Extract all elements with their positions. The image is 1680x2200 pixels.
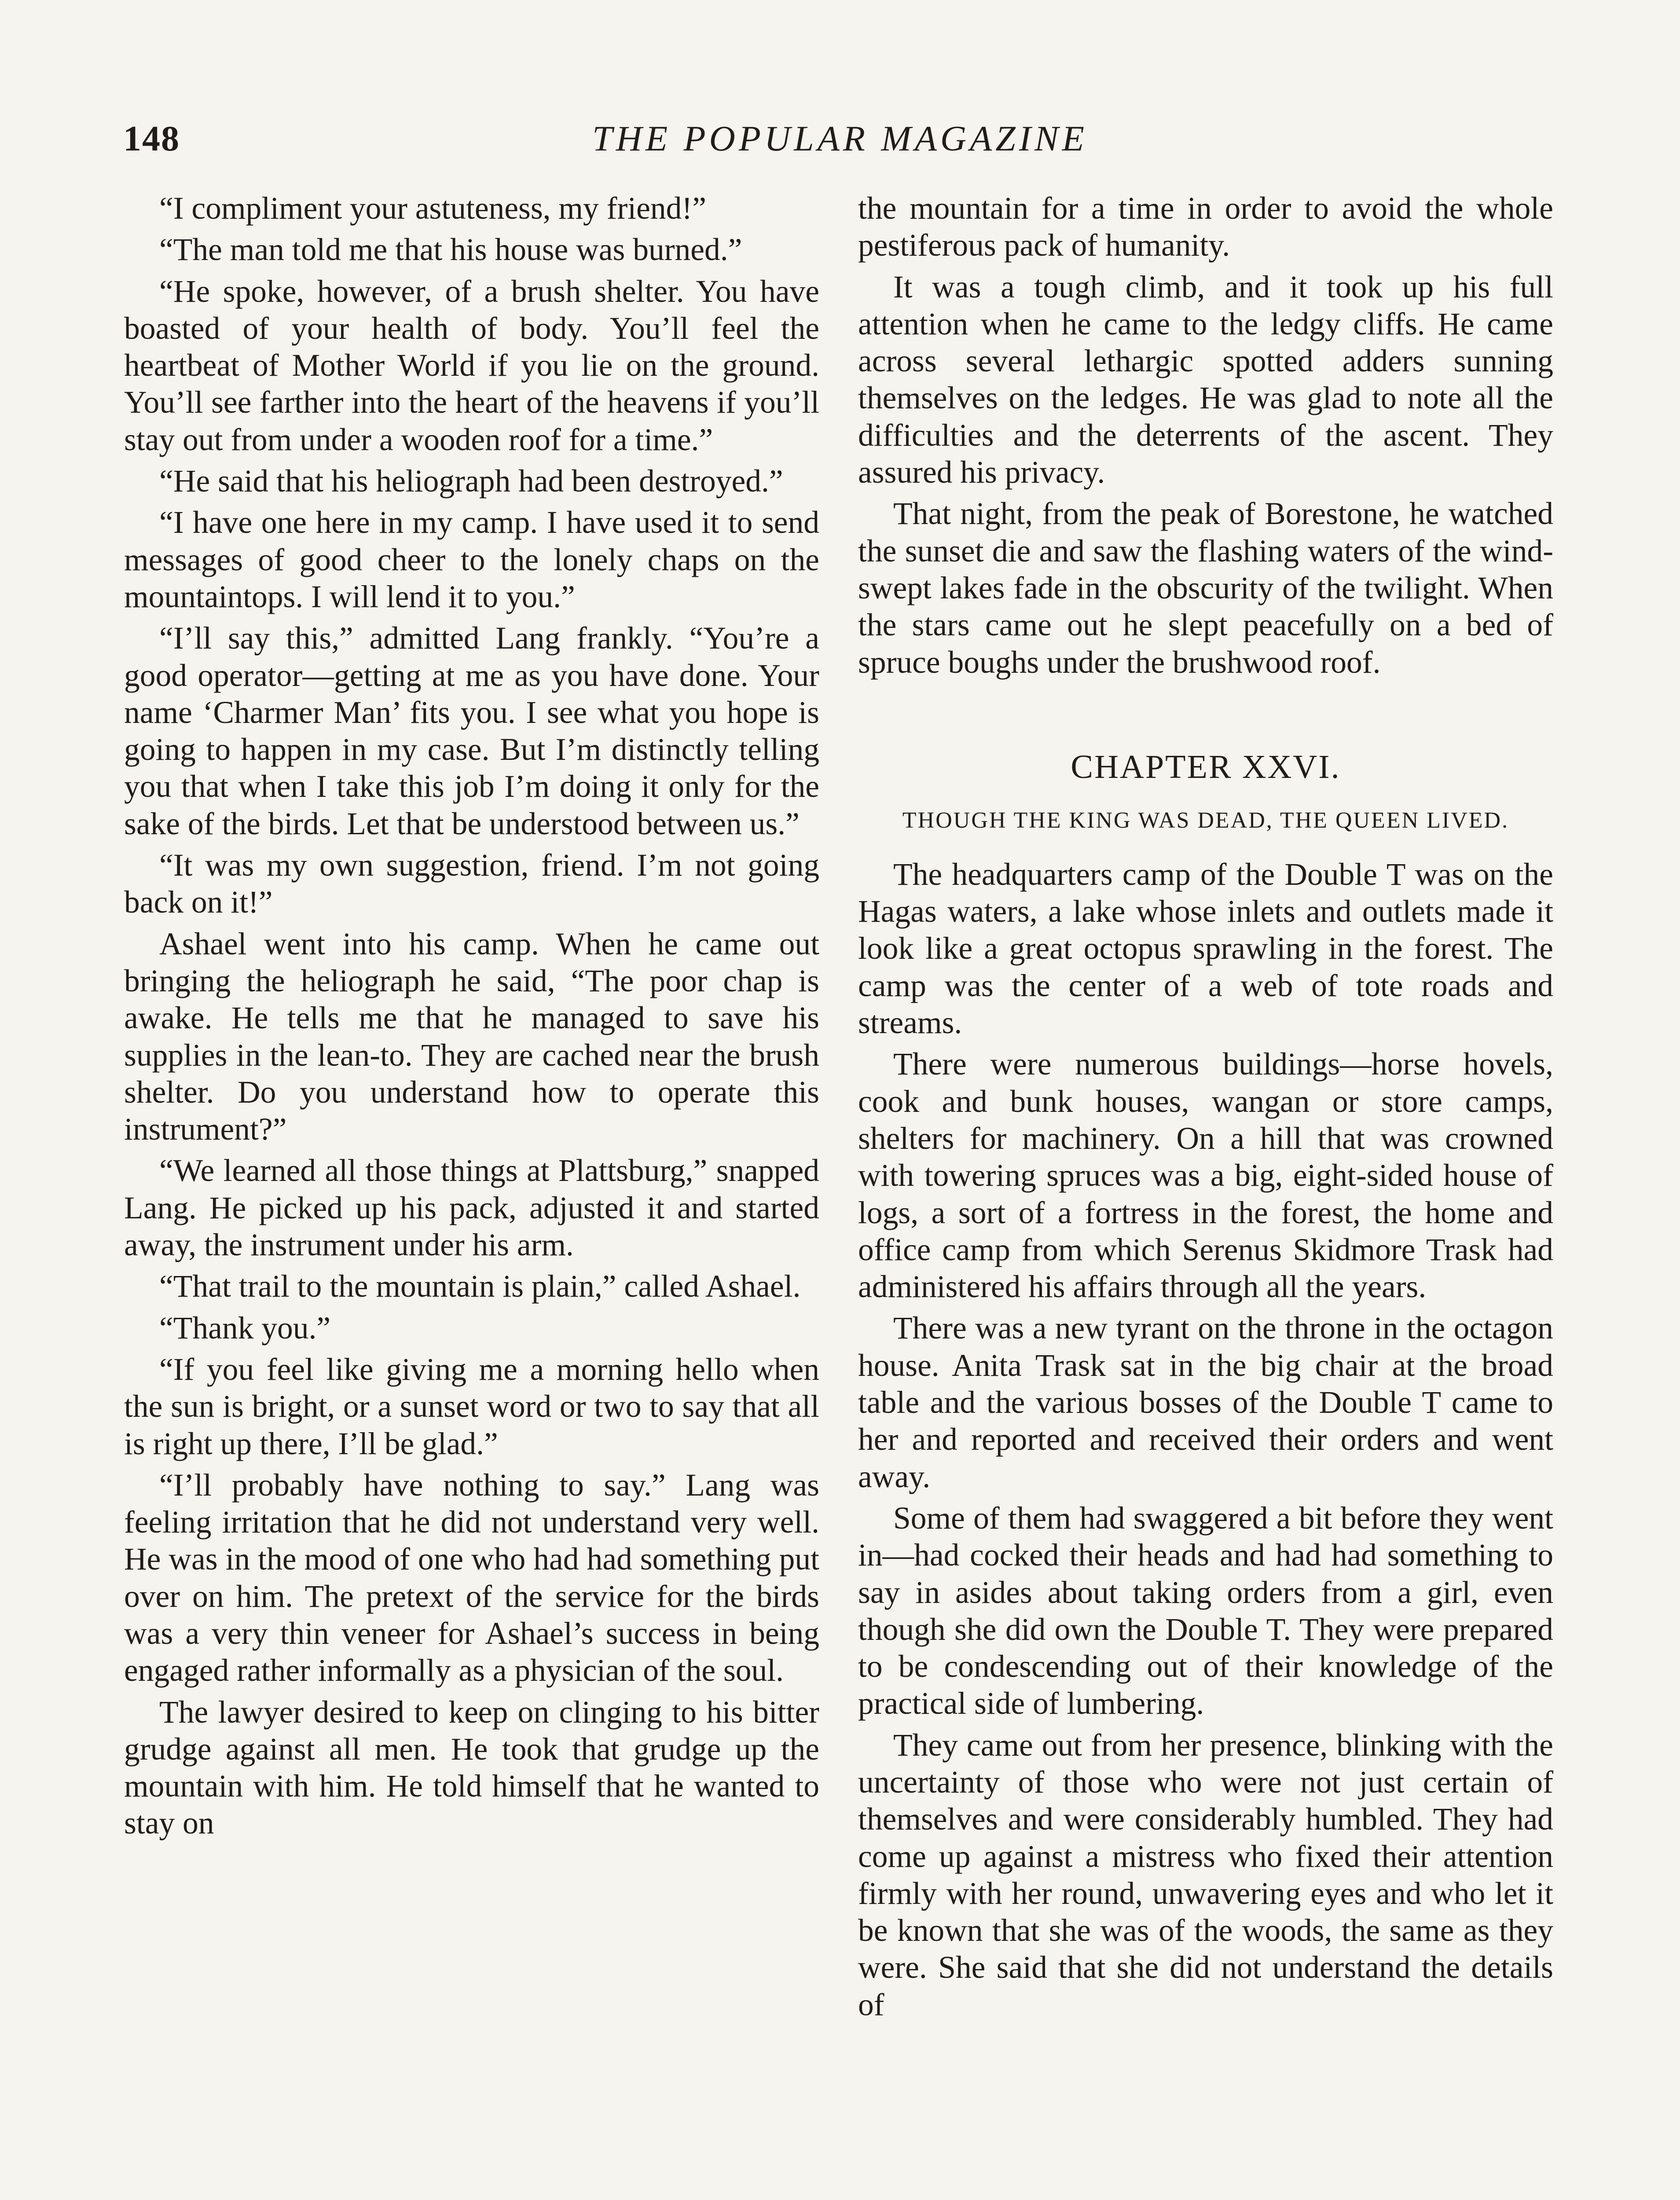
paragraph: “We learned all those things at Plattsburg,” snapped Lang. He picked up his pack, adjusted it and started away, the instrument under his arm. [124, 1153, 819, 1263]
paragraph: the mountain for a time in order to avoid the whole pestiferous pack of humanity. [858, 191, 1553, 263]
paragraph: That night, from the peak of Borestone, he watched the sunset die and saw the flashing waters of the wind-swept lakes fade in the obscurity of the twilight. When the stars came out he slept peacefully on a bed of spruce boughs under the brushwood roof. [858, 496, 1553, 680]
right-column-top [858, 190, 1553, 681]
paragraph: “He said that his heliograph had been destroyed.” [159, 464, 783, 499]
running-head: THE POPULAR MAGAZINE [592, 118, 1088, 158]
right-column-bottom [858, 856, 1553, 2024]
left-column [124, 190, 819, 1842]
paragraph: “I compliment your astuteness, my friend!” [159, 191, 706, 226]
paragraph: “It was my own suggestion, friend. I’m not going back on it!” [124, 848, 819, 920]
paragraph: Some of them had swaggered a bit before they went in—had cocked their heads and had had something to say in asides about taking orders from a girl, even though she did own the Double T. They were prepared to be condescending out of their knowledge of the practical side of lumbering. [858, 1500, 1553, 1721]
chapter-subtitle: THOUGH THE KING WAS DEAD, THE QUEEN LIVED. [902, 807, 1509, 833]
paragraph: “I’ll say this,” admitted Lang frankly. “You’re a good operator—getting at me as you have done. Your name ‘Charmer Man’ fits you. I see what you hope is going to happen in my case. But I’m distinctly telling you that when I take this job I’m doing it only for the sake of the birds. Let that be understood between us.” [124, 621, 819, 841]
paragraph: They came out from her presence, blinking with the uncertainty of those who were not just certain of themselves and were considerably humbled. They had come up against a mistress who fixed their attention firmly with her round, unwavering eyes and who let it be known that she was of the woods, the same as they were. She said that she did not understand the details of [858, 1727, 1553, 2022]
paragraph: “That trail to the mountain is plain,” called Ashael. [159, 1269, 801, 1304]
paragraph: “I’ll probably have nothing to say.” Lang was feeling irritation that he did not understand very well. He was in the mood of one who had had something put over on him. The pretext of the service for the birds was a very thin veneer for Ashael’s success in being engaged rather informally as a physician of the soul. [124, 1467, 819, 1688]
paragraph: “The man told me that his house was burned.” [159, 232, 742, 268]
right-column [858, 190, 1553, 2024]
paragraph: Ashael went into his camp. When he came out bringing the heliograph he said, “The poor chap is awake. He tells me that he managed to save his supplies in the lean-to. They are cached near the brush shelter. Do you understand how to operate this instrument?” [124, 926, 819, 1147]
paragraph: It was a tough climb, and it took up his full attention when he came to the ledgy cliffs. He came across several lethargic spotted adders sunning themselves on the ledges. He was glad to note all the difficulties and the deterrents of the ascent. They assured his privacy. [858, 269, 1553, 490]
paragraph: “Thank you.” [159, 1310, 331, 1346]
paragraph: “If you feel like giving me a morning hello when the sun is bright, or a sunset word or two to say that all is right up there, I’ll be glad.” [124, 1352, 819, 1461]
paragraph: There were numerous buildings—horse hovels, cook and bunk houses, wangan or store camps, shelters for machinery. On a hill that was crowned with towering spruces was a big, eight-sided house of logs, a sort of a fortress in the forest, the home and office camp from which Serenus Skidmore Trask had administered his affairs through all the years. [858, 1047, 1553, 1305]
chapter-heading: CHAPTER XXVI. [1071, 748, 1341, 785]
paragraph: “He spoke, however, of a brush shelter. You have boasted of your health of body. You’ll feel the heartbeat of Mother World if you lie on the ground. You’ll see farther into the heart of the heavens if you’ll stay out from under a wooden roof for a time.” [124, 274, 819, 457]
paragraph: The lawyer desired to keep on clinging to his bitter grudge against all men. He took that grudge up the mountain with him. He told himself that he wanted to stay on [124, 1694, 819, 1841]
paragraph: There was a new tyrant on the throne in the octagon house. Anita Trask sat in the big chair at the broad table and the various bosses of the Double T came to her and reported and received their orders and went away. [858, 1311, 1553, 1494]
paragraph: “I have one here in my camp. I have used it to send messages of good cheer to the lonely chaps on the mountaintops. I will lend it to you.” [124, 505, 819, 614]
page-number: 148 [123, 118, 180, 158]
paragraph: The headquarters camp of the Double T was on the Hagas waters, a lake whose inlets and outlets made it look like a great octopus sprawling in the forest. The camp was the center of a web of tote roads and streams. [858, 857, 1553, 1041]
